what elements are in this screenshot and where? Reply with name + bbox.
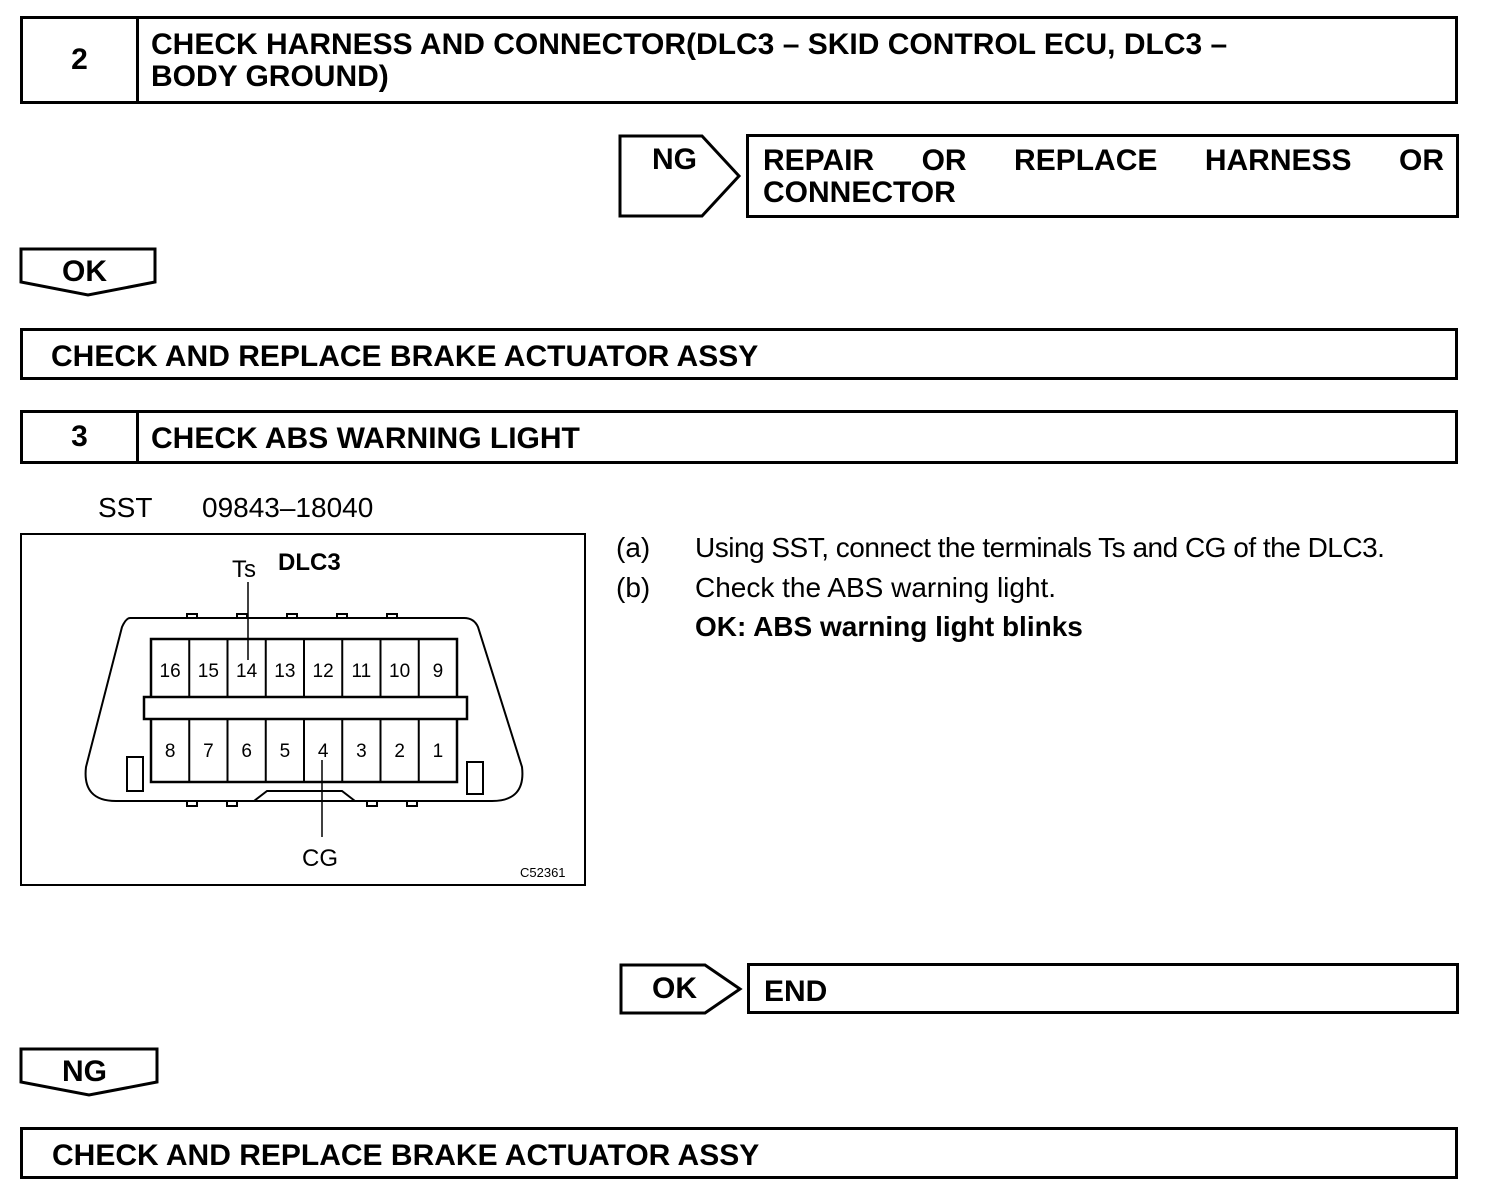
action1-box (20, 328, 1458, 380)
pin-label-11: 11 (351, 661, 372, 682)
pin-label-14: 14 (236, 661, 258, 682)
step2-header (20, 16, 1458, 104)
pin-label-1: 1 (432, 741, 444, 762)
ok-label-2: OK (652, 972, 697, 1005)
figure-code: C52361 (520, 865, 566, 880)
step2-title-line1: CHECK HARNESS AND CONNECTOR(DLC3 – SKID CONTROL ECU, DLC3 – (151, 28, 1228, 61)
ts-label: Ts (232, 556, 256, 583)
instruction-a-text: Using SST, connect the terminals Ts and CG of the DLC3. (695, 532, 1385, 563)
cg-label: CG (302, 845, 338, 872)
pin-label-6: 6 (241, 741, 252, 762)
pin-label-10: 10 (389, 661, 411, 682)
ok-flow-label-1: OK (62, 255, 107, 288)
action1-text: CHECK AND REPLACE BRAKE ACTUATOR ASSY (51, 340, 759, 373)
connector-name-label: DLC3 (278, 549, 341, 576)
pin-label-2: 2 (394, 741, 405, 762)
ng-result-word: REPLACE (1014, 144, 1158, 177)
pin-label-12: 12 (312, 661, 334, 682)
pin-label-13: 13 (274, 661, 296, 682)
step2-number: 2 (23, 19, 139, 101)
ng-result-word: HARNESS (1204, 144, 1352, 177)
ng-result-line1 (763, 145, 1444, 177)
step3-number: 3 (23, 413, 139, 461)
action2-text: CHECK AND REPLACE BRAKE ACTUATOR ASSY (52, 1139, 760, 1172)
ng-result-box-1 (746, 134, 1459, 218)
pin-label-3: 3 (356, 741, 367, 762)
sst-label: SST (98, 492, 153, 523)
ng-result-word: OR (1399, 144, 1444, 177)
step3-title: CHECK ABS WARNING LIGHT (151, 422, 580, 455)
pin-label-15: 15 (197, 661, 219, 682)
instruction-a-marker: (a) (616, 532, 651, 563)
ng-flow-label-2: NG (62, 1055, 107, 1088)
dlc3-diagram (20, 533, 586, 886)
ng-result-word: REPAIR (763, 144, 875, 177)
sst-part-number: 09843–18040 (202, 492, 374, 523)
step3-header (20, 410, 1458, 464)
ng-result-line2: CONNECTOR (763, 176, 956, 209)
dlc3-connector-drawing (22, 535, 584, 884)
step2-title (139, 19, 1227, 101)
pin-label-7: 7 (203, 741, 214, 762)
step2-title-line2: BODY GROUND) (151, 60, 389, 93)
instruction-b-text: Check the ABS warning light. (695, 572, 1057, 603)
ok-result-box-2 (747, 963, 1459, 1014)
pin-label-8: 8 (164, 741, 176, 762)
ng-result-word: OR (921, 144, 967, 177)
ng-label-1: NG (652, 143, 697, 176)
pin-label-16: 16 (159, 661, 181, 682)
pin-label-5: 5 (279, 741, 291, 762)
ok-condition: OK: ABS warning light blinks (695, 611, 1083, 642)
pin-label-4: 4 (317, 741, 329, 762)
action2-box (20, 1127, 1458, 1179)
pin-label-9: 9 (432, 661, 444, 682)
instruction-b-marker: (b) (616, 572, 651, 603)
ok-result-text: END (764, 975, 828, 1008)
